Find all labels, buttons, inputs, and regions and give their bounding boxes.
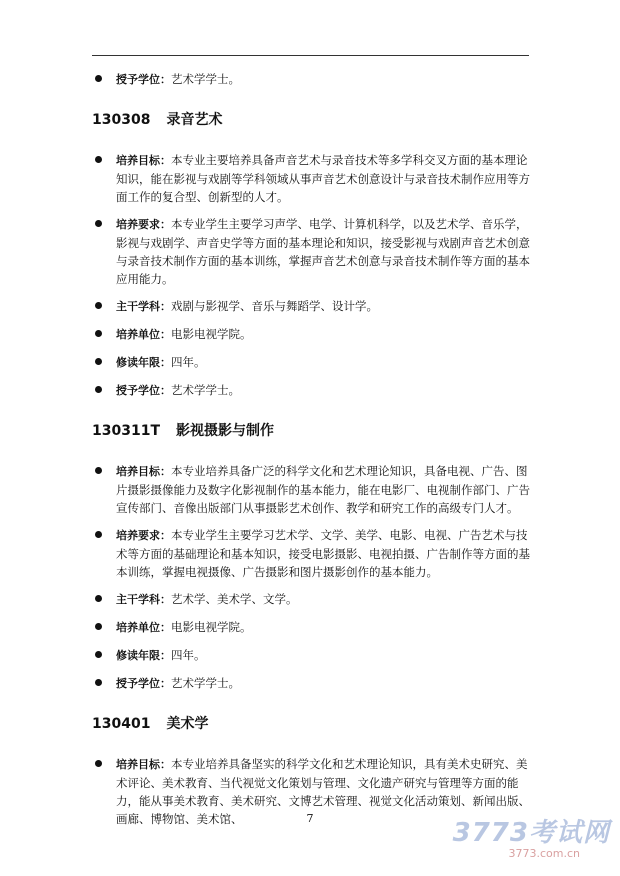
- page-number: 7: [306, 812, 314, 825]
- list-item: 主干学科：戏剧与影视学、音乐与舞蹈学、设计学。: [92, 297, 532, 316]
- major-code: 130308: [92, 112, 151, 128]
- list-item: 主干学科：艺术学、美术学、文学。: [92, 590, 532, 609]
- list-item: 培养目标：本专业主要培养具备声音艺术与录音技术等多学科交叉方面的基本理论知识，能在影视与戏剧等学科领域从事声音艺术创意设计与录音技术制作应用等方面工作的复合型、创新型的人才。: [92, 151, 532, 206]
- list-item: 授予学位：艺术学学士。: [92, 381, 532, 400]
- watermark-logo: 3773考试网: [452, 818, 610, 848]
- list-item: 修读年限：四年。: [92, 646, 532, 665]
- section-continuation: [92, 70, 532, 89]
- bullet-icon: [95, 651, 102, 658]
- major-title: 录音艺术: [166, 112, 223, 128]
- document-body: [92, 70, 532, 837]
- list-item: 培养单位：电影电视学院。: [92, 325, 532, 344]
- major-code: 130401: [92, 716, 151, 732]
- list-item: 授予学位：艺术学学士。: [92, 674, 532, 693]
- bullet-icon: [95, 760, 102, 767]
- section-heading: [92, 420, 532, 440]
- section-heading: [92, 109, 532, 129]
- list-item: 培养要求：本专业学生主要学习声学、电学、计算机科学，以及艺术学、音乐学，影视与戏剧学、声音史学等方面的基本理论和知识，接受影视与戏剧声音艺术创意与录音技术制作方面的基本训练，掌握声音艺术创意与录音技术制作等方面的基本应用能力。: [92, 215, 532, 288]
- list-item: 培养目标：本专业培养具备广泛的科学文化和艺术理论知识，具备电视、广告、图片摄影摄像能力及数字化影视制作的基本能力，能在电影厂、电视制作部门、广告宣传部门、音像出版部门从事摄影艺术创作、教学和研究工作的高级专门人才。: [92, 462, 532, 517]
- bullet-icon: [95, 623, 102, 630]
- list-item: 授予学位：艺术学学士。: [92, 70, 532, 89]
- bullet-icon: [95, 595, 102, 602]
- bullet-icon: [95, 220, 102, 227]
- bullet-icon: [95, 75, 102, 82]
- bullet-icon: [95, 156, 102, 163]
- list-item: 修读年限：四年。: [92, 353, 532, 372]
- major-title: 影视摄影与制作: [176, 423, 274, 439]
- list-item: 培养目标：本专业培养具备坚实的科学文化和艺术理论知识，具有美术史研究、美术评论、美术教育、当代视觉文化策划与管理、文化遗产研究与管理等方面的能力，能从事美术教育、美术研究、文博艺术管理、视觉文化活动策划、新闻出版、画廊、博物馆、美术馆、: [92, 755, 532, 828]
- bullet-icon: [95, 358, 102, 365]
- bullet-icon: [95, 679, 102, 686]
- bullet-icon: [95, 386, 102, 393]
- list-item: 培养要求：本专业学生主要学习艺术学、文学、美学、电影、电视、广告艺术与技术等方面的基础理论和基本知识，接受电影摄影、电视拍摄、广告制作等方面的基本训练，掌握电视摄像、广告摄影和图片摄影创作的基本能力。: [92, 526, 532, 581]
- bullet-icon: [95, 531, 102, 538]
- list-item: 培养单位：电影电视学院。: [92, 618, 532, 637]
- header-rule: [92, 55, 529, 56]
- watermark: [430, 812, 610, 860]
- section-heading: [92, 713, 532, 733]
- major-code: 130311T: [92, 423, 160, 439]
- bullet-icon: [95, 302, 102, 309]
- bullet-icon: [95, 330, 102, 337]
- bullet-icon: [95, 467, 102, 474]
- watermark-url: 3773.com.cn: [508, 847, 580, 860]
- major-title: 美术学: [166, 716, 209, 732]
